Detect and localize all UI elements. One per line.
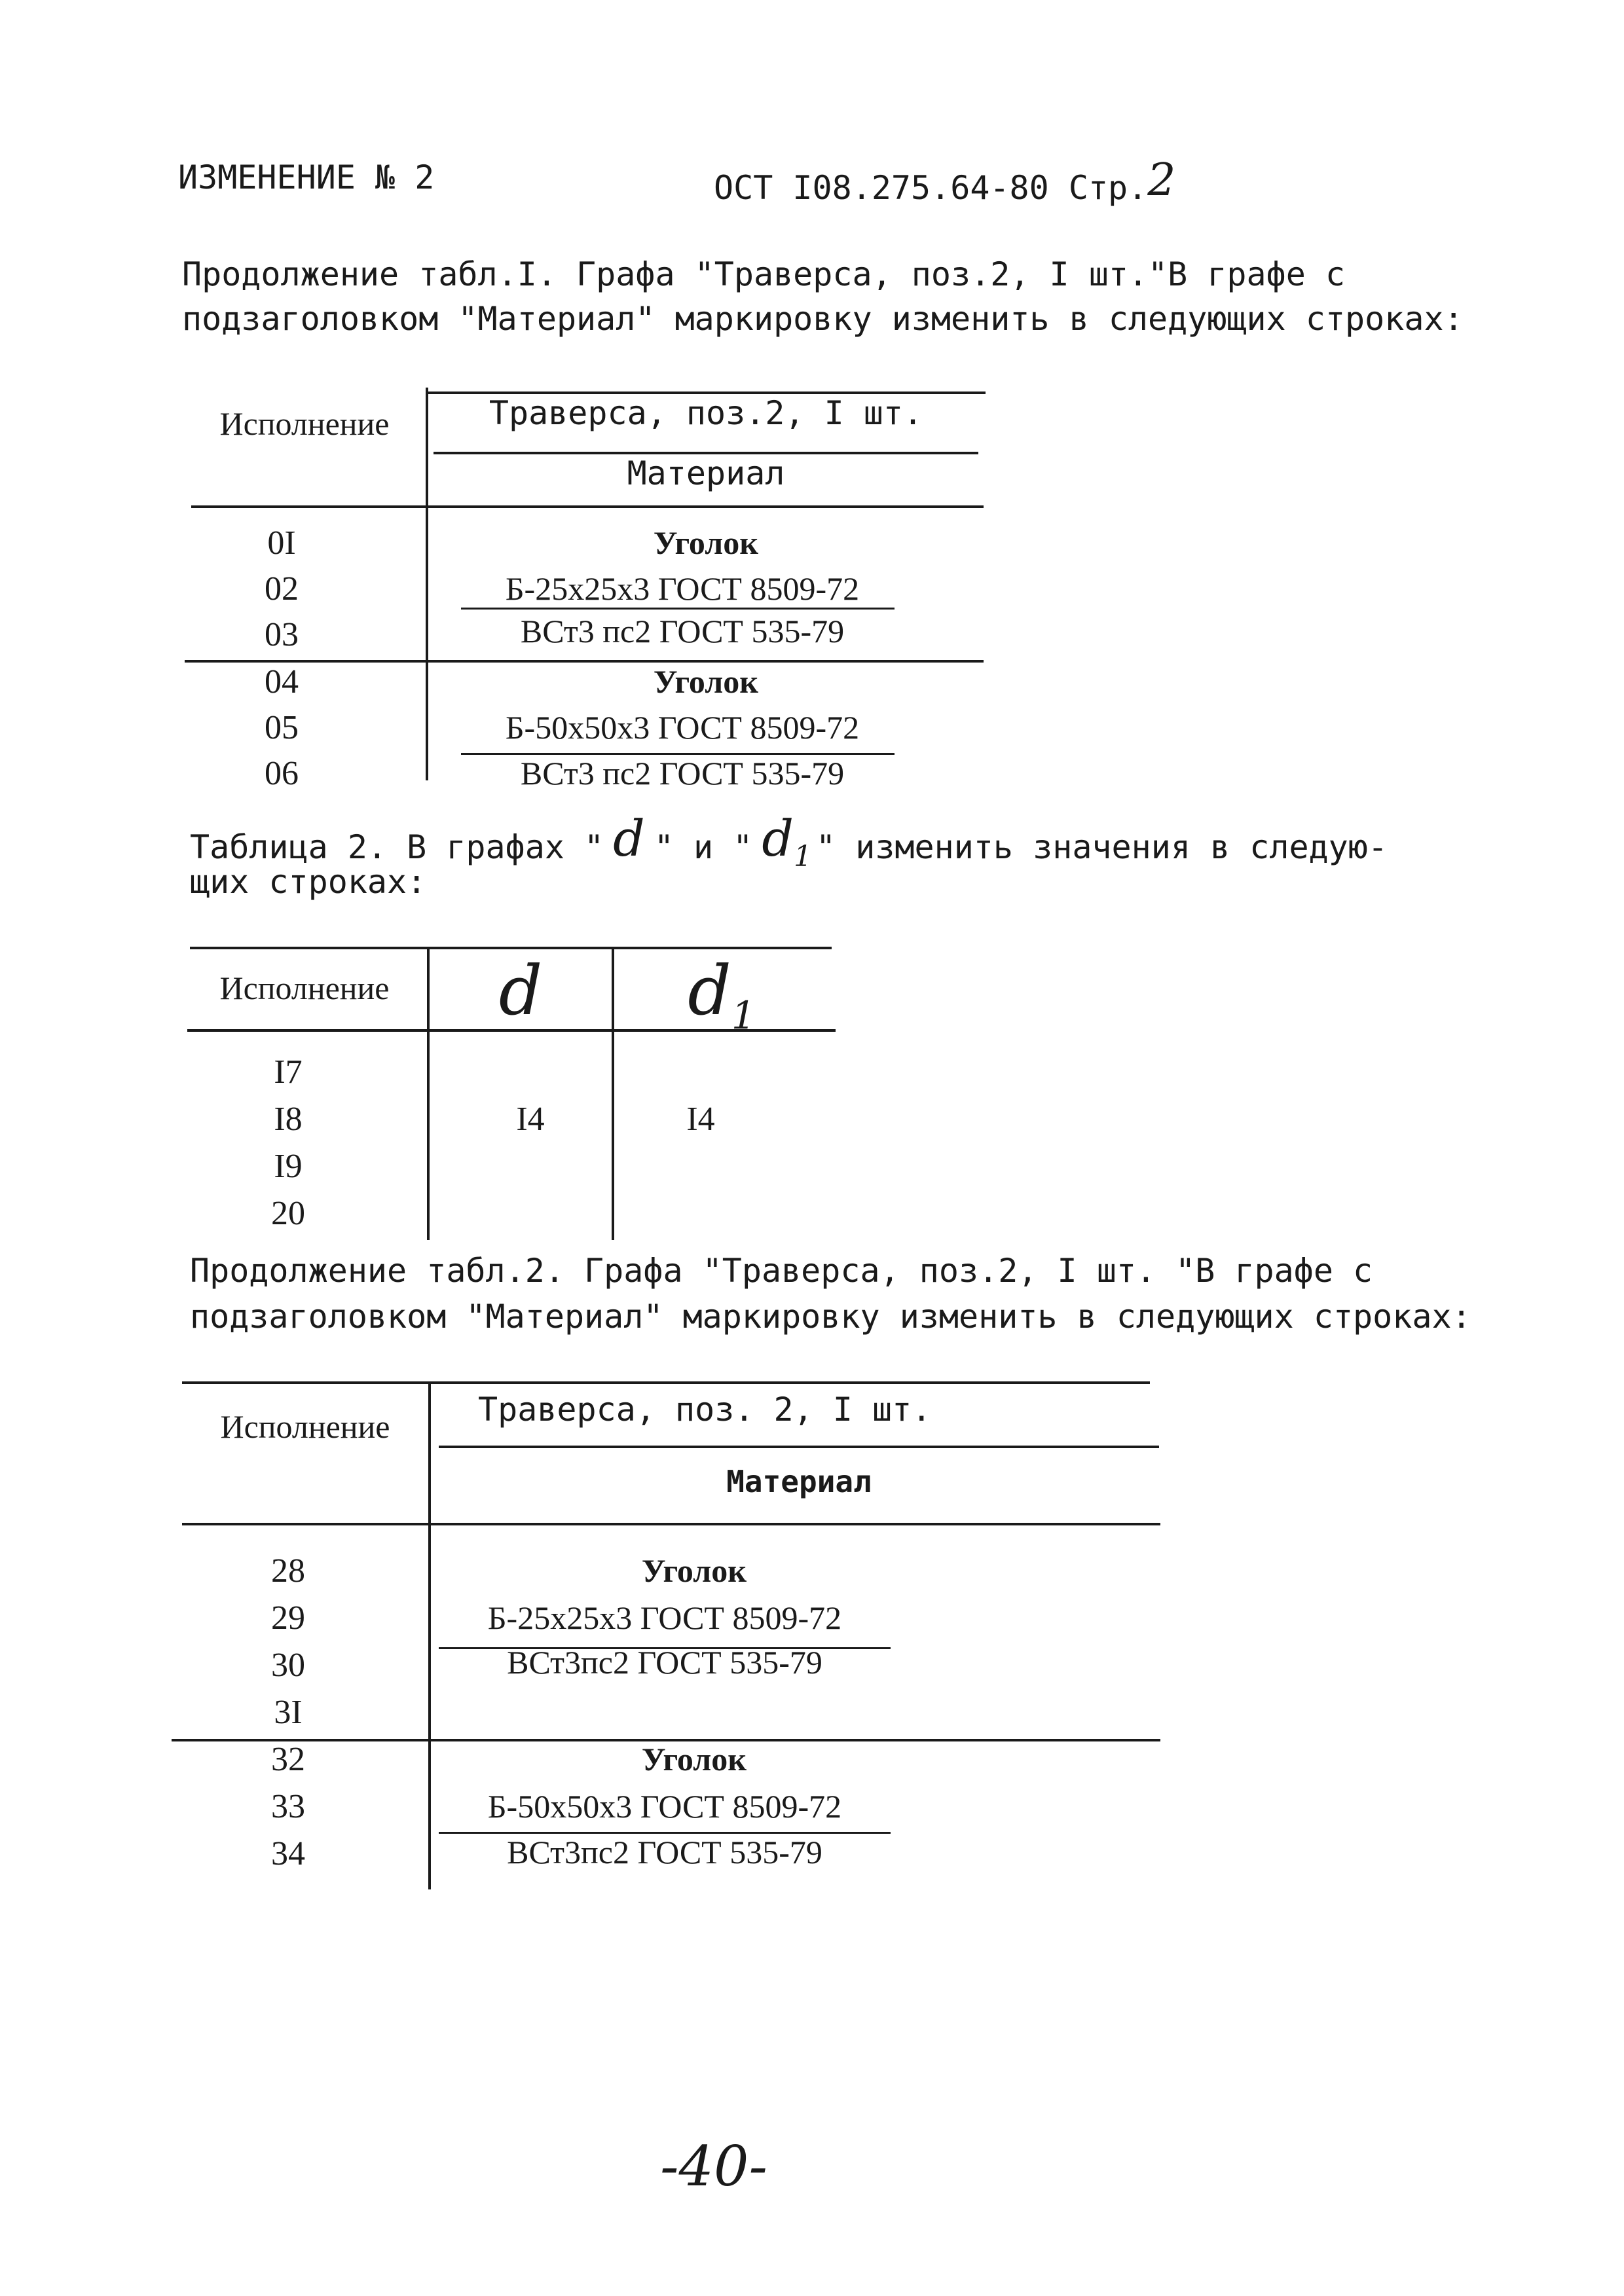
table-3-group-rule <box>439 1446 1159 1448</box>
paragraph-2-text-2: " и " <box>654 828 753 866</box>
table-1-row-execution: 03 <box>265 616 299 653</box>
table-3-material-steel: ВСт3пс2 ГОСТ 535-79 <box>507 1834 822 1870</box>
table-3-material-title: Уголок <box>641 1552 747 1589</box>
table-3-row-execution: 33 <box>271 1788 305 1825</box>
table-1-row-execution: 0I <box>267 524 296 562</box>
table-3-column-divider <box>428 1381 431 1889</box>
table-2-header-execution: Исполнение <box>219 970 390 1006</box>
table-3-row-execution: 34 <box>271 1835 305 1872</box>
symbol-d: d <box>613 809 645 867</box>
table-1-material-profile: Б-25х25х3 ГОСТ 8509-72 <box>505 570 860 607</box>
table-2-header-d1-subscript: 1 <box>731 993 756 1038</box>
table-3-material-title: Уголок <box>641 1741 747 1777</box>
table-3-material-profile: Б-25х25х3 ГОСТ 8509-72 <box>487 1599 842 1636</box>
footer-page-number: -40- <box>660 2134 767 2198</box>
table-3-row-execution: 30 <box>271 1647 305 1684</box>
table-2-row-execution: I7 <box>274 1053 303 1091</box>
paragraph-2-text-1: Таблица 2. В графах " <box>190 828 604 866</box>
handwritten-page-number: 2 <box>1147 155 1176 206</box>
table-3-row-execution: 32 <box>271 1741 305 1778</box>
table-2-header-d: d <box>498 951 543 1030</box>
table-2-value-d1: I4 <box>686 1101 715 1138</box>
table-1-header-material: Материал <box>627 454 785 492</box>
paragraph-3-line-2: подзаголовком "Материал" маркировку изменить в следующих строках: <box>190 1298 1471 1336</box>
paragraph-2-text-3: " изменить значения в следую- <box>815 828 1388 866</box>
table-1-material-steel: ВСт3 пс2 ГОСТ 535-79 <box>520 613 845 649</box>
table-3-material-profile: Б-50х50х3 ГОСТ 8509-72 <box>487 1788 842 1825</box>
table-1-material-profile: Б-50х50х3 ГОСТ 8509-72 <box>505 709 860 746</box>
symbol-d1 <box>752 809 816 874</box>
table-2-column-divider-1 <box>427 947 430 1240</box>
table-3-header-execution: Исполнение <box>220 1408 390 1445</box>
table-1-row-execution: 02 <box>265 570 299 608</box>
table-1-header-rule <box>191 505 984 508</box>
table-1-row-execution: 06 <box>265 755 299 792</box>
table-2-top-rule <box>190 947 832 949</box>
standard-code: ОСТ I08.275.64-80 Стр. <box>714 169 1148 207</box>
table-3-header-group: Траверса, поз. 2, I шт. <box>478 1391 932 1429</box>
table-3-row-execution: 28 <box>271 1552 305 1590</box>
paragraph-2-line-2: щих строках: <box>190 863 427 901</box>
table-1-row-execution: 04 <box>265 663 299 701</box>
table-2-column-divider-2 <box>612 947 614 1240</box>
table-2-row-execution: 20 <box>271 1195 305 1232</box>
paragraph-1-line-1: Продолжение табл.I. Графа "Траверса, поз.2, I шт."В графе с <box>182 255 1346 293</box>
table-2-header-d1 <box>617 951 826 1038</box>
amendment-label: ИЗМЕНЕНИЕ № 2 <box>178 158 435 196</box>
table-1-fraction-line-1 <box>461 608 895 610</box>
table-3-row-execution: 3I <box>274 1694 303 1731</box>
symbol-d1-subscript: 1 <box>793 840 812 874</box>
symbol-d1-letter: d <box>762 809 794 867</box>
paragraph-1-line-2: подзаголовком "Материал" маркировку изменить в следующих строках: <box>182 300 1464 338</box>
table-2-header-d1-letter: d <box>688 951 731 1030</box>
table-1-material-title: Уголок <box>653 524 759 561</box>
table-1-header-group: Траверса, поз.2, I шт. <box>489 394 923 432</box>
table-3-header-material: Материал <box>726 1464 872 1499</box>
table-2-row-execution: I8 <box>274 1101 303 1138</box>
table-1-row-execution: 05 <box>265 709 299 746</box>
paragraph-3-line-1: Продолжение табл.2. Графа "Траверса, поз.2, I шт. "В графе с <box>190 1252 1373 1290</box>
table-1-column-divider <box>426 388 428 780</box>
table-1-material-title: Уголок <box>653 663 759 700</box>
table-3-top-rule <box>182 1381 1150 1384</box>
table-3-material-steel: ВСт3пс2 ГОСТ 535-79 <box>507 1644 822 1681</box>
table-3-header-rule <box>182 1523 1160 1525</box>
standard-reference <box>714 155 1176 210</box>
table-3-row-execution: 29 <box>271 1599 305 1637</box>
table-1-header-execution: Исполнение <box>219 405 390 442</box>
table-1-material-steel: ВСт3 пс2 ГОСТ 535-79 <box>520 755 845 792</box>
table-2-row-execution: I9 <box>274 1148 303 1185</box>
table-2-value-d: I4 <box>516 1101 545 1138</box>
